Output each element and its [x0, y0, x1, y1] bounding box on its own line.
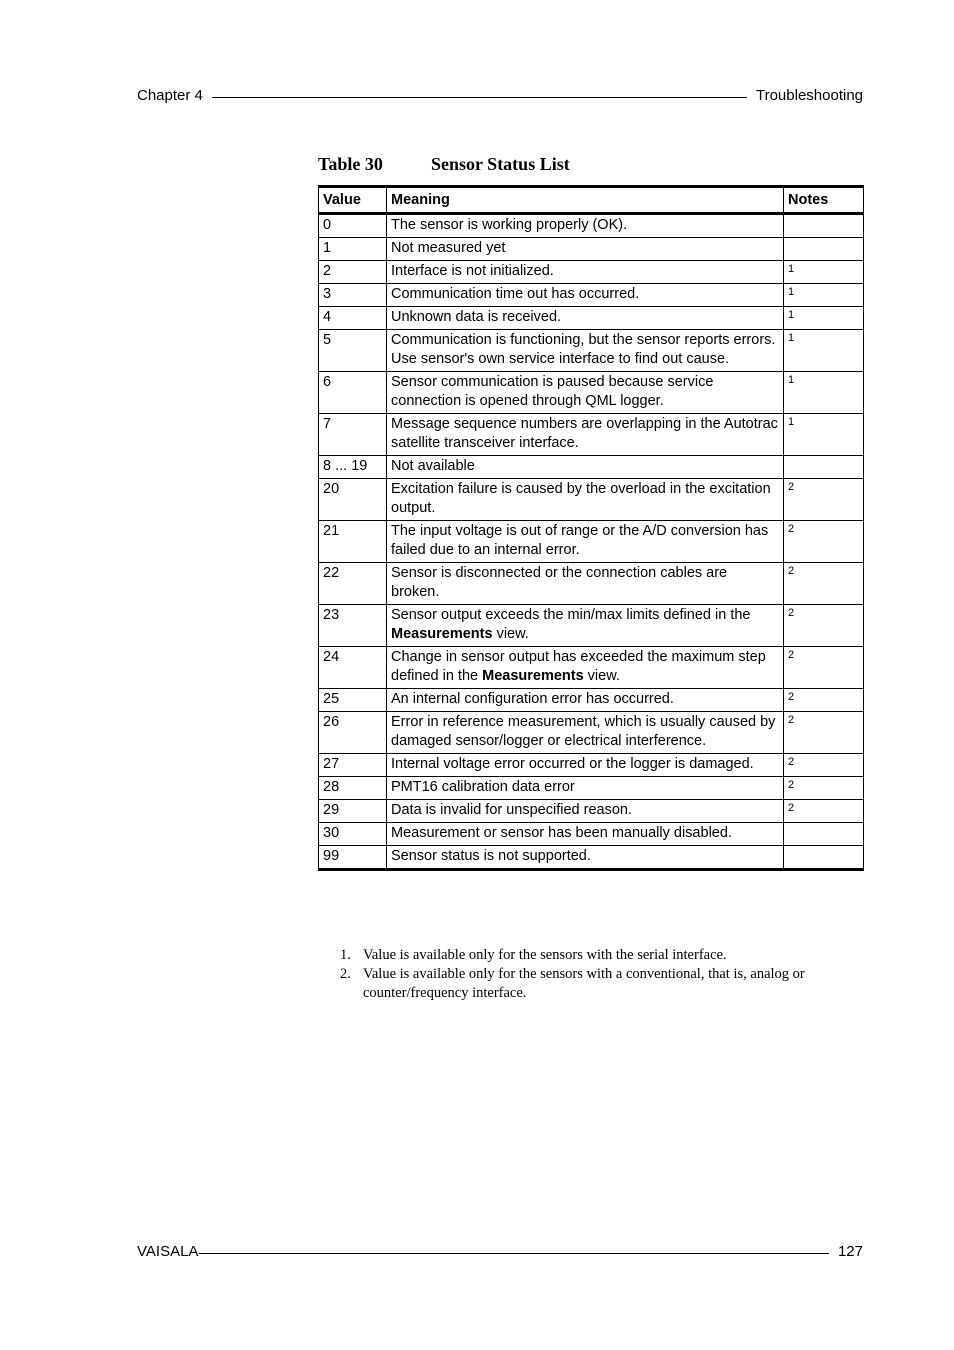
status-meaning: Message sequence numbers are overlapping in the Autotrac satellite transceiver interface. [387, 414, 784, 456]
status-note: 1 [784, 372, 864, 414]
table-row [319, 563, 864, 605]
status-note: 2 [784, 754, 864, 777]
page-number: 127 [837, 1243, 863, 1260]
status-note: 2 [784, 689, 864, 712]
table-row [319, 846, 864, 870]
table-row [319, 605, 864, 647]
status-note: 2 [784, 712, 864, 754]
status-note: 2 [784, 605, 864, 647]
status-value: 5 [319, 330, 387, 372]
status-meaning: Not measured yet [387, 238, 784, 261]
status-meaning: Sensor communication is paused because service connection is opened through QML logger. [387, 372, 784, 414]
status-note: 1 [784, 261, 864, 284]
status-value: 1 [319, 238, 387, 261]
status-value: 99 [319, 846, 387, 870]
header-section: Troubleshooting [755, 87, 863, 104]
footnote-text: Value is available only for the sensors with the serial interface. [363, 947, 727, 963]
status-value: 29 [319, 800, 387, 823]
status-note: 2 [784, 647, 864, 689]
meaning-emphasis: Measurements [391, 626, 493, 642]
status-meaning: PMT16 calibration data error [387, 777, 784, 800]
status-meaning: Measurement or sensor has been manually disabled. [387, 823, 784, 846]
status-meaning: Communication time out has occurred. [387, 284, 784, 307]
table-row [319, 712, 864, 754]
footer-brand: VAISALA [137, 1243, 199, 1260]
status-meaning: Internal voltage error occurred or the logger is damaged. [387, 754, 784, 777]
table-row [319, 414, 864, 456]
status-value: 30 [319, 823, 387, 846]
status-meaning: Excitation failure is caused by the overload in the excitation output. [387, 479, 784, 521]
table-row [319, 777, 864, 800]
status-note: 2 [784, 777, 864, 800]
status-meaning: Sensor is disconnected or the connection cables are broken. [387, 563, 784, 605]
footnote-text: Value is available only for the sensors with a conventional, that is, analog or counter/frequency interface. [363, 966, 805, 1001]
table-row [319, 689, 864, 712]
status-meaning: The sensor is working properly (OK). [387, 214, 784, 238]
footer-rule [199, 1253, 829, 1254]
status-value: 22 [319, 563, 387, 605]
status-meaning: Interface is not initialized. [387, 261, 784, 284]
status-note [784, 214, 864, 238]
status-value: 0 [319, 214, 387, 238]
table-row [319, 647, 864, 689]
table-header-row [319, 187, 864, 214]
status-meaning: Data is invalid for unspecified reason. [387, 800, 784, 823]
status-value: 3 [319, 284, 387, 307]
status-value: 21 [319, 521, 387, 563]
page-footer [137, 1243, 863, 1260]
status-meaning: Not available [387, 456, 784, 479]
status-note [784, 456, 864, 479]
status-note: 2 [784, 521, 864, 563]
meaning-text: view. [583, 668, 620, 684]
status-meaning: Sensor status is not supported. [387, 846, 784, 870]
column-header-value: Value [319, 187, 387, 214]
status-value: 2 [319, 261, 387, 284]
meaning-text: Change in sensor output has exceeded the maximum step defined in the [391, 649, 766, 684]
footnote [340, 946, 850, 965]
status-note [784, 823, 864, 846]
status-value: 20 [319, 479, 387, 521]
status-note [784, 846, 864, 870]
status-meaning: Communication is functioning, but the sensor reports errors. Use sensor's own service interface to find out cause. [387, 330, 784, 372]
status-value: 27 [319, 754, 387, 777]
table-row [319, 372, 864, 414]
table-title: Sensor Status List [431, 154, 570, 174]
status-note: 2 [784, 800, 864, 823]
meaning-text: view. [492, 626, 529, 642]
table-row [319, 800, 864, 823]
footnote-marker: 1. [340, 947, 351, 963]
status-meaning: Error in reference measurement, which is usually caused by damaged sensor/logger or electrical interference. [387, 712, 784, 754]
table-row [319, 238, 864, 261]
table-row [319, 479, 864, 521]
status-note: 1 [784, 414, 864, 456]
page-header [137, 87, 863, 104]
status-meaning [387, 605, 784, 647]
status-value: 25 [319, 689, 387, 712]
status-meaning [387, 647, 784, 689]
status-value: 4 [319, 307, 387, 330]
meaning-emphasis: Measurements [482, 668, 584, 684]
table-row [319, 261, 864, 284]
table-row [319, 754, 864, 777]
header-chapter: Chapter 4 [137, 87, 203, 104]
table-row [319, 214, 864, 238]
status-meaning: Unknown data is received. [387, 307, 784, 330]
column-header-meaning: Meaning [387, 187, 784, 214]
status-note: 2 [784, 479, 864, 521]
status-note: 2 [784, 563, 864, 605]
status-meaning: The input voltage is out of range or the A/D conversion has failed due to an internal error. [387, 521, 784, 563]
status-value: 24 [319, 647, 387, 689]
status-meaning: An internal configuration error has occurred. [387, 689, 784, 712]
status-value: 23 [319, 605, 387, 647]
meaning-text: Sensor output exceeds the min/max limits defined in the [391, 607, 751, 623]
table-row [319, 307, 864, 330]
footnote [340, 965, 850, 1003]
table-number: Table 30 [318, 154, 383, 174]
table-footnotes [340, 946, 850, 1003]
header-rule [212, 97, 747, 98]
table-row [319, 284, 864, 307]
table-caption [318, 154, 570, 175]
table-row [319, 823, 864, 846]
status-value: 6 [319, 372, 387, 414]
status-value: 28 [319, 777, 387, 800]
table-body [319, 214, 864, 870]
status-value: 26 [319, 712, 387, 754]
status-note: 1 [784, 284, 864, 307]
column-header-notes: Notes [784, 187, 864, 214]
status-note [784, 238, 864, 261]
table-row [319, 456, 864, 479]
status-value: 7 [319, 414, 387, 456]
status-note: 1 [784, 330, 864, 372]
status-note: 1 [784, 307, 864, 330]
table-row [319, 330, 864, 372]
sensor-status-table [318, 185, 864, 871]
status-value: 8 ... 19 [319, 456, 387, 479]
table-row [319, 521, 864, 563]
footnote-marker: 2. [340, 966, 351, 982]
